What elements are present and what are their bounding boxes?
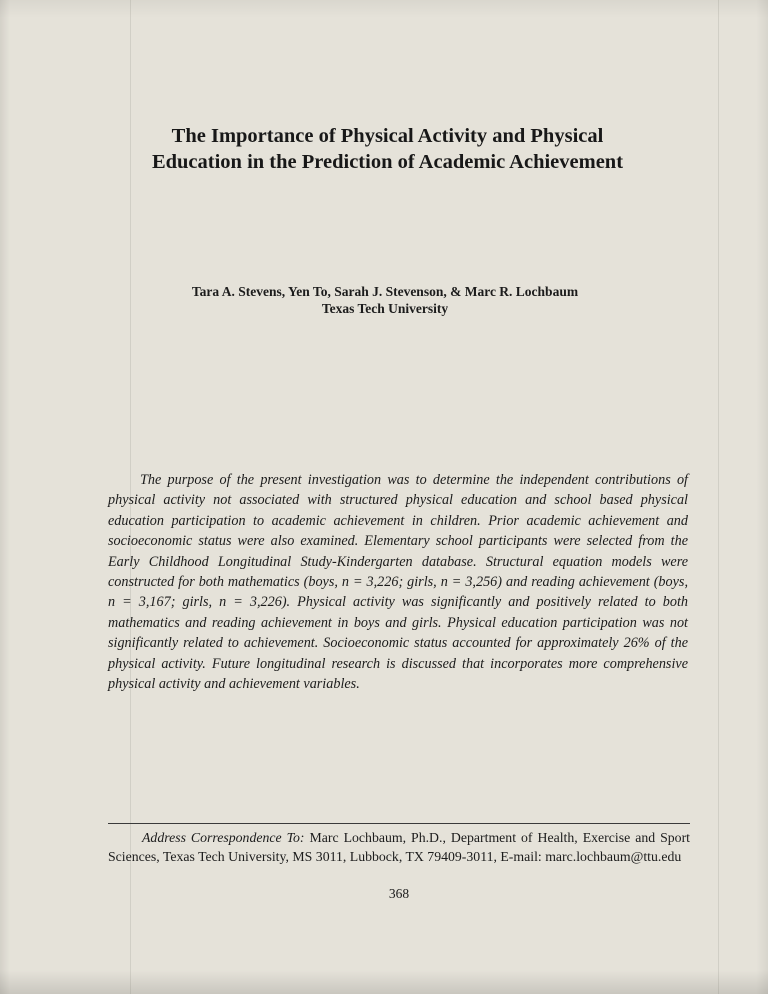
abstract-text: The purpose of the present investigation was to determine the independent contributions of physical activity not associated with structured physical education and school based physical education participation to academic achievement in children. Prior academic achievement and socioeconomic status were also examined. Elementary school participants were selected from the Early Childhood Longitudinal Study-Kindergarten database. Structural equation models were constructed for both mathematics (boys, n = 3,226; girls, n = 3,256) and reading achievement (boys, n = 3,167; girls, n = 3,226). Physical activity was significantly and positively related to both mathematics and reading achievement in boys and girls. Physical education participation was not significantly related to achievement. Socioeconomic status accounted for approximately 26% of the physical activity. Future longitudinal research is discussed that incorporates more comprehensive physical activity and achievement variables. (108, 472, 688, 693)
correspondence-footnote (108, 828, 690, 866)
scan-artifact-line (718, 0, 719, 994)
paper-title (100, 123, 675, 175)
title-line-2: Education in the Prediction of Academic Achievement (151, 151, 624, 173)
title-line-1: The Importance of Physical Activity and Physical (171, 125, 604, 147)
author-list: Tara A. Stevens, Yen To, Sarah J. Stevenson, & Marc R. Lochbaum (191, 284, 579, 299)
page-number: 368 (388, 886, 410, 901)
footnote-label: Address Correspondence To: (142, 830, 305, 845)
author-affiliation: Texas Tech University (321, 301, 449, 316)
footnote-divider (108, 823, 690, 824)
footnote-text: Marc Lochbaum, Ph.D., Department of Health, Exercise and Sport Sciences, Texas Tech University, MS 3011, Lubbock, TX 79409-3011, E-mail: marc.lochbaum@ttu.edu (108, 830, 691, 864)
